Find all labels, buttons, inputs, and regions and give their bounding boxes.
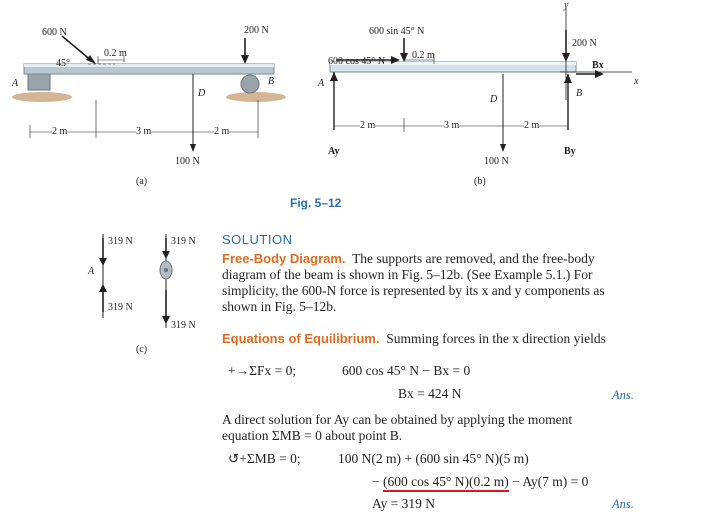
eq-paragraph [222, 331, 606, 347]
label-ay: Ay [328, 146, 340, 157]
label-600-sin: 600 sin 45° N [369, 26, 425, 37]
caption-c: (c) [136, 344, 148, 355]
label-point-b-b: B [576, 88, 583, 99]
line2-underlined: (600 cos 45° N)(0.2 m) [383, 474, 509, 492]
sum-fx-label: +→ΣFx = 0; [228, 363, 297, 378]
sum-mb-label: ↺+ΣMB = 0; [228, 451, 301, 466]
line2-prefix: − [372, 474, 380, 489]
eq-heading: Equations of Equilibrium. [222, 331, 380, 346]
support-a-left [12, 74, 72, 102]
fbd-text-2: diagram of the beam is shown in Fig. 5–12b. (See Example 5.1.) For [222, 267, 593, 282]
dim-3m-a: 3 m [136, 126, 152, 137]
fbd-heading: Free-Body Diagram. [222, 251, 346, 266]
label-200n-b: 200 N [572, 38, 597, 49]
dim-2m-right-a: 2 m [214, 126, 230, 137]
label-100n-b: 100 N [484, 156, 509, 167]
pin-connector-c [160, 261, 172, 279]
dim-2m-left-a: 2 m [52, 126, 68, 137]
label-bx: Bx [592, 60, 604, 71]
label-dist-02-b: 0.2 m [412, 50, 435, 61]
c-left-bottom: 319 N [108, 302, 133, 313]
label-dist-02-a: 0.2 m [104, 48, 127, 59]
label-by: By [564, 146, 576, 157]
sum-mb-eq: 100 N(2 m) + (600 sin 45° N)(5 m) [338, 451, 529, 466]
direct-paragraph [222, 412, 708, 444]
support-b-right [226, 75, 286, 102]
c-point-a: A [88, 266, 95, 277]
solution-heading: SOLUTION [222, 232, 293, 247]
fbd-text-3: simplicity, the 600-N force is represented by its x and y components as [222, 283, 605, 298]
label-600n: 600 N [42, 27, 67, 38]
caption-a: (a) [136, 176, 148, 187]
caption-b: (b) [474, 176, 486, 187]
dim-3m-b: 3 m [444, 120, 460, 131]
axis-y-label: y [564, 0, 569, 11]
label-200n-a: 200 N [244, 25, 269, 36]
ay-result: Ay = 319 N [372, 496, 435, 511]
label-point-d-a: D [198, 88, 206, 99]
direct-text-2: equation ΣMB = 0 about point B. [222, 428, 403, 443]
ans-2: Ans. [612, 497, 634, 511]
bx-result: Bx = 424 N [398, 386, 462, 401]
c-right-bottom: 319 N [171, 320, 196, 331]
label-point-a-b: A [318, 78, 325, 89]
label-point-a-a: A [12, 78, 19, 89]
moment-line-2 [372, 474, 588, 490]
label-point-b-a: B [268, 76, 275, 87]
fbd-text-1: The supports are removed, and the free-body [352, 251, 595, 266]
axis-x-label: x [634, 76, 639, 87]
c-right-top: 319 N [171, 236, 196, 247]
eq-text: Summing forces in the x direction yields [386, 331, 606, 346]
direct-text-1: A direct solution for Ay can be obtained by applying the moment [222, 412, 573, 427]
fig-title: Fig. 5–12 [290, 196, 342, 210]
fbd-text-4: shown in Fig. 5–12b. [222, 299, 337, 314]
label-point-d-b: D [490, 94, 498, 105]
label-angle-45: 45° [56, 58, 70, 69]
label-600-cos: 600 cos 45° N [328, 56, 386, 67]
ans-1: Ans. [612, 388, 634, 402]
line2-suffix: − Ay(7 m) = 0 [512, 474, 589, 489]
sum-fx-eq: 600 cos 45° N − Bx = 0 [342, 363, 471, 378]
dim-2m-left-b: 2 m [360, 120, 376, 131]
fbd-paragraph [222, 251, 708, 315]
dim-2m-right-b: 2 m [524, 120, 540, 131]
label-100n-a: 100 N [175, 156, 200, 167]
c-left-top: 319 N [108, 236, 133, 247]
